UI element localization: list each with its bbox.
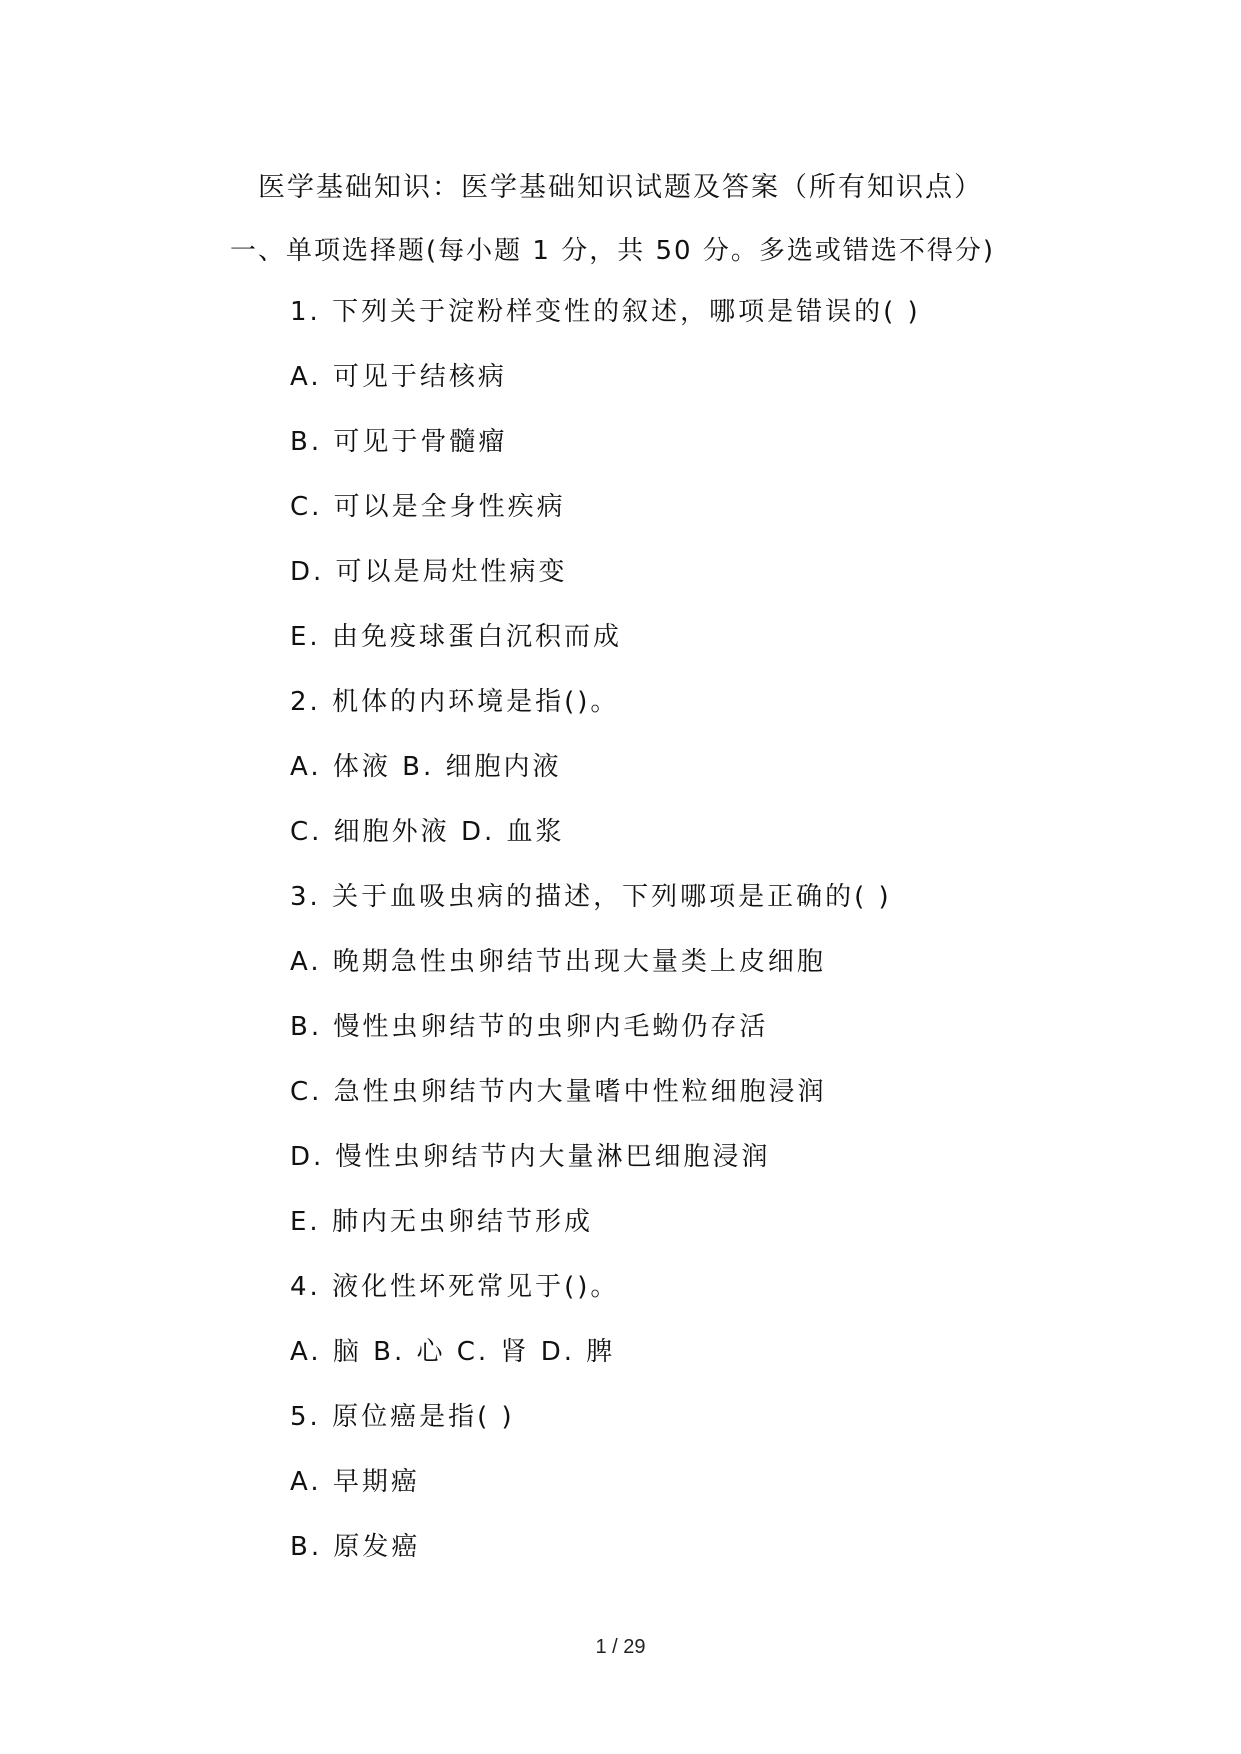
section-heading: 一、单项选择题(每小题 1 分，共 50 分。多选或错选不得分) xyxy=(230,236,995,266)
question-line: 2. 机体的内环境是指()。 xyxy=(290,687,620,717)
document-title: 医学基础知识：医学基础知识试题及答案（所有知识点） xyxy=(258,172,983,203)
question-line: 3. 关于血吸虫病的描述，下列哪项是正确的( ) xyxy=(290,882,892,912)
option-line: D. 可以是局灶性病变 xyxy=(290,557,568,587)
option-line: D. 慢性虫卵结节内大量淋巴细胞浸润 xyxy=(290,1142,771,1172)
option-line: B. 原发癌 xyxy=(290,1532,421,1562)
option-line: E. 由免疫球蛋白沉积而成 xyxy=(290,622,622,652)
option-line: A. 体液 B. 细胞内液 xyxy=(290,752,562,782)
option-line: B. 慢性虫卵结节的虫卵内毛蚴仍存活 xyxy=(290,1012,769,1042)
option-line: A. 脑 B. 心 C. 肾 D. 脾 xyxy=(290,1337,616,1367)
option-line: E. 肺内无虫卵结节形成 xyxy=(290,1207,593,1237)
option-line: C. 可以是全身性疾病 xyxy=(290,492,566,522)
option-line: A. 早期癌 xyxy=(290,1467,420,1497)
question-line: 5. 原位癌是指( ) xyxy=(290,1402,515,1432)
option-line: C. 急性虫卵结节内大量嗜中性粒细胞浸润 xyxy=(290,1077,827,1107)
question-line: 1. 下列关于淀粉样变性的叙述，哪项是错误的( ) xyxy=(290,297,921,327)
option-line: B. 可见于骨髓瘤 xyxy=(290,427,508,457)
option-line: A. 可见于结核病 xyxy=(290,362,507,392)
page-number: 1 / 29 xyxy=(595,1636,646,1658)
question-list xyxy=(290,295,1190,1595)
option-line: C. 细胞外液 D. 血浆 xyxy=(290,817,565,847)
option-line: A. 晚期急性虫卵结节出现大量类上皮细胞 xyxy=(290,947,826,977)
question-line: 4. 液化性坏死常见于()。 xyxy=(290,1272,620,1302)
